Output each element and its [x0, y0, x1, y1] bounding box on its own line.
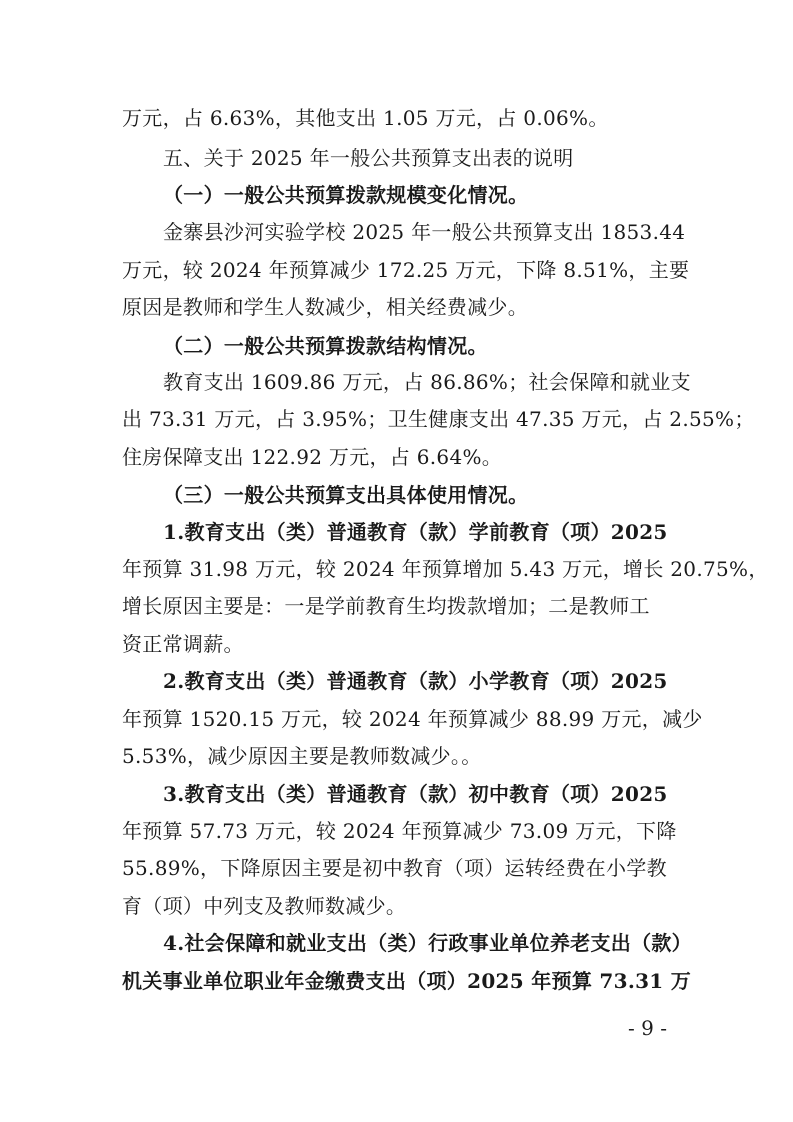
body-line: 年预算 57.73 万元，较 2024 年预算减少 73.09 万元，下降 — [122, 819, 677, 843]
body-line: 出 73.31 万元，占 3.95%；卫生健康支出 47.35 万元，占 2.55%； — [122, 407, 755, 431]
item-heading-continued: 机关事业单位职业年金缴费支出（项）2025 年预算 73.31 万 — [122, 969, 692, 993]
body-line: 55.89%，下降原因主要是初中教育（项）运转经费在小学教 — [122, 856, 667, 880]
page-number: - 9 - — [628, 1016, 667, 1040]
body-line: 教育支出 1609.86 万元，占 86.86%；社会保障和就业支 — [163, 370, 691, 394]
body-line: 年预算 1520.15 万元，较 2024 年预算减少 88.99 万元，减少 — [122, 707, 703, 731]
subsection-heading: （三）一般公共预算支出具体使用情况。 — [163, 483, 529, 507]
item-heading: 3.教育支出（类）普通教育（款）初中教育（项）2025 — [163, 782, 668, 806]
item-heading: 1.教育支出（类）普通教育（款）学前教育（项）2025 — [163, 520, 668, 544]
item-heading: 4.社会保障和就业支出（类）行政事业单位养老支出（款） — [163, 931, 692, 955]
body-line: 5.53%，减少原因主要是教师数减少。。 — [122, 744, 482, 768]
body-line: 年预算 31.98 万元，较 2024 年预算增加 5.43 万元，增长 20.75%， — [122, 557, 769, 581]
body-line: 万元，占 6.63%，其他支出 1.05 万元，占 0.06%。 — [122, 106, 609, 130]
body-line: 住房保障支出 122.92 万元，占 6.64%。 — [122, 445, 503, 469]
subsection-heading: （一）一般公共预算拨款规模变化情况。 — [163, 183, 529, 207]
body-line: 万元，较 2024 年预算减少 172.25 万元，下降 8.51%，主要 — [122, 258, 690, 282]
body-line: 资正常调薪。 — [122, 632, 244, 656]
body-line: 增长原因主要是：一是学前教育生均拨款增加；二是教师工 — [122, 594, 650, 618]
item-heading: 2.教育支出（类）普通教育（款）小学教育（项）2025 — [163, 669, 668, 693]
subsection-heading: （二）一般公共预算拨款结构情况。 — [163, 334, 488, 358]
body-line: 金寨县沙河实验学校 2025 年一般公共预算支出 1853.44 — [163, 220, 686, 244]
body-line: 育（项）中列支及教师数减少。 — [122, 894, 407, 918]
body-line: 原因是教师和学生人数减少，相关经费减少。 — [122, 295, 528, 319]
section-heading: 五、关于 2025 年一般公共预算支出表的说明 — [163, 146, 574, 170]
